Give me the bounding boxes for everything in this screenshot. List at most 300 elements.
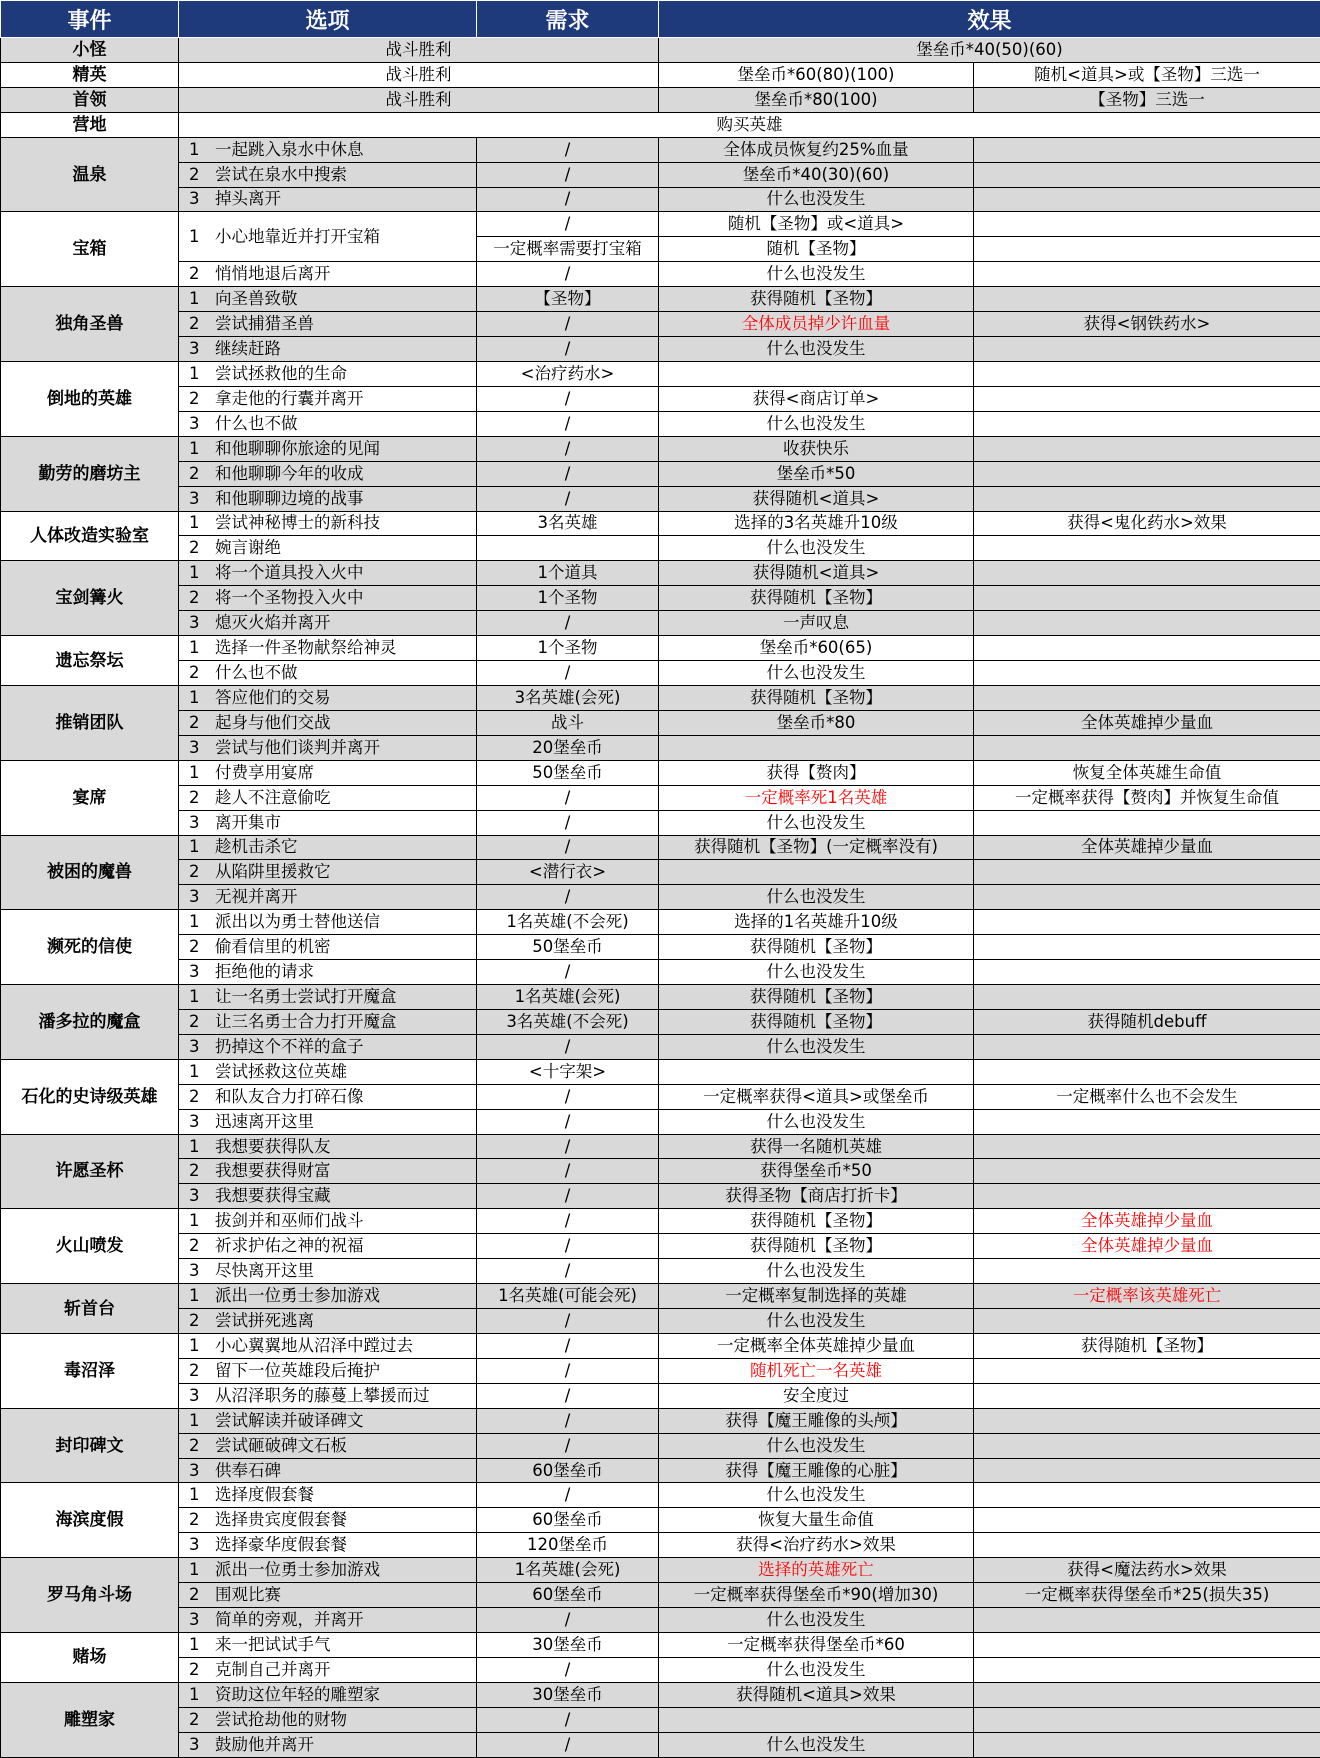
option-cell bbox=[179, 212, 477, 262]
effect-cell: 什么也没发生 bbox=[659, 1309, 974, 1334]
option-text: 资助这位年轻的雕塑家 bbox=[215, 1685, 380, 1704]
effect-extra-cell bbox=[974, 1184, 1320, 1209]
requirement-cell: / bbox=[477, 1732, 659, 1757]
requirement-cell: / bbox=[477, 1608, 659, 1633]
effect-extra-cell: 随机<道具>或【圣物】三选一 bbox=[974, 62, 1320, 87]
effect-extra-cell: 全体英雄掉少量血 bbox=[974, 1234, 1320, 1259]
event-name: 火山喷发 bbox=[1, 1209, 179, 1284]
effect-cell: 一定概率获得<道具>或堡垒币 bbox=[659, 1084, 974, 1109]
requirement-cell: / bbox=[477, 1109, 659, 1134]
option-text: 一起跳入泉水中休息 bbox=[215, 140, 364, 159]
option-merged-cell: 战斗胜利 bbox=[179, 38, 659, 63]
option-number: 3 bbox=[189, 612, 215, 634]
option-cell bbox=[179, 1333, 477, 1358]
requirement-cell: 30堡垒币 bbox=[477, 1633, 659, 1658]
table-row bbox=[1, 611, 1320, 636]
effect-extra-cell bbox=[974, 685, 1320, 710]
table-row bbox=[1, 187, 1320, 212]
effect-extra-cell bbox=[974, 486, 1320, 511]
option-cell bbox=[179, 511, 477, 536]
effect-cell: 堡垒币*40(30)(60) bbox=[659, 162, 974, 187]
table-row bbox=[1, 810, 1320, 835]
effect-extra-cell bbox=[974, 636, 1320, 661]
table-row bbox=[1, 1583, 1320, 1608]
requirement-cell: / bbox=[477, 611, 659, 636]
effect-extra-cell: 一定概率获得堡垒币*25(损失35) bbox=[974, 1583, 1320, 1608]
effect-cell: 全体成员恢复约25%血量 bbox=[659, 137, 974, 162]
option-text: 什么也不做 bbox=[215, 663, 298, 682]
requirement-cell: / bbox=[477, 386, 659, 411]
option-text: 尝试捕猎圣兽 bbox=[215, 314, 314, 333]
effect-extra-cell bbox=[974, 1657, 1320, 1682]
option-cell bbox=[179, 1707, 477, 1732]
effect-extra-cell: 全体英雄掉少量血 bbox=[974, 1209, 1320, 1234]
table-row bbox=[1, 536, 1320, 561]
option-text: 离开集市 bbox=[215, 813, 281, 832]
requirement-cell: / bbox=[477, 461, 659, 486]
effect-extra-cell bbox=[974, 1109, 1320, 1134]
requirement-cell: / bbox=[477, 212, 659, 237]
effect-extra-cell: 一定概率该英雄死亡 bbox=[974, 1284, 1320, 1309]
option-number: 3 bbox=[189, 338, 215, 360]
effect-cell bbox=[659, 860, 974, 885]
effect-extra-cell bbox=[974, 1508, 1320, 1533]
table-row bbox=[1, 1209, 1320, 1234]
effect-extra-cell bbox=[974, 810, 1320, 835]
option-cell bbox=[179, 1583, 477, 1608]
effect-extra-cell bbox=[974, 1259, 1320, 1284]
option-number: 1 bbox=[189, 1634, 215, 1656]
table-row bbox=[1, 486, 1320, 511]
event-name: 被困的魔兽 bbox=[1, 835, 179, 910]
effect-cell: 安全度过 bbox=[659, 1383, 974, 1408]
option-cell bbox=[179, 536, 477, 561]
effect-extra-cell bbox=[974, 1707, 1320, 1732]
effect-extra-cell: 【圣物】三选一 bbox=[974, 87, 1320, 112]
effect-cell: 什么也没发生 bbox=[659, 1483, 974, 1508]
option-text: 掉头离开 bbox=[215, 189, 281, 208]
effect-cell: 获得随机【圣物】 bbox=[659, 1209, 974, 1234]
option-number: 2 bbox=[189, 388, 215, 410]
requirement-cell: / bbox=[477, 1309, 659, 1334]
event-name: 宴席 bbox=[1, 760, 179, 835]
header-row bbox=[1, 1, 1320, 38]
effect-cell: 堡垒币*50 bbox=[659, 461, 974, 486]
table-row bbox=[1, 661, 1320, 686]
requirement-cell: <潜行衣> bbox=[477, 860, 659, 885]
effect-extra-cell bbox=[974, 1433, 1320, 1458]
requirement-cell: 1个圣物 bbox=[477, 586, 659, 611]
option-cell bbox=[179, 636, 477, 661]
option-text: 悄悄地退后离开 bbox=[215, 264, 331, 283]
effect-extra-cell bbox=[974, 137, 1320, 162]
option-text: 从陷阱里援救它 bbox=[215, 862, 331, 881]
option-number: 1 bbox=[189, 836, 215, 858]
option-cell bbox=[179, 685, 477, 710]
option-text: 将一个圣物投入火中 bbox=[215, 588, 364, 607]
option-text: 偷看信里的机密 bbox=[215, 937, 331, 956]
table-row bbox=[1, 860, 1320, 885]
option-text: 拔剑并和巫师们战斗 bbox=[215, 1211, 364, 1230]
option-text: 小心翼翼地从沼泽中蹚过去 bbox=[215, 1336, 413, 1355]
effect-cell: 获得随机【圣物】 bbox=[659, 586, 974, 611]
option-text: 和他聊聊你旅途的见闻 bbox=[215, 439, 380, 458]
option-text: 选择度假套餐 bbox=[215, 1485, 314, 1504]
event-name: 封印碑文 bbox=[1, 1408, 179, 1483]
option-text: 尝试神秘博士的新科技 bbox=[215, 513, 380, 532]
option-text: 拒绝他的请求 bbox=[215, 962, 314, 981]
effect-cell: 什么也没发生 bbox=[659, 1657, 974, 1682]
requirement-cell: / bbox=[477, 162, 659, 187]
effect-extra-cell bbox=[974, 1533, 1320, 1558]
table-row bbox=[1, 1533, 1320, 1558]
effect-extra-cell bbox=[974, 337, 1320, 362]
requirement-cell: / bbox=[477, 187, 659, 212]
effect-cell: 获得随机【圣物】 bbox=[659, 935, 974, 960]
effect-extra-cell bbox=[974, 262, 1320, 287]
requirement-cell: 【圣物】 bbox=[477, 287, 659, 312]
table-body bbox=[1, 38, 1320, 1758]
effect-cell: 获得随机【圣物】 bbox=[659, 1009, 974, 1034]
requirement-cell: / bbox=[477, 1134, 659, 1159]
option-number: 1 bbox=[189, 1285, 215, 1307]
requirement-cell: 一定概率需要打宝箱 bbox=[477, 237, 659, 262]
effect-cell: 什么也没发生 bbox=[659, 1259, 974, 1284]
option-text: 婉言谢绝 bbox=[215, 538, 281, 557]
option-number: 1 bbox=[189, 363, 215, 385]
requirement-cell: 1名英雄(可能会死) bbox=[477, 1284, 659, 1309]
requirement-cell: 1名英雄(会死) bbox=[477, 985, 659, 1010]
table-row bbox=[1, 212, 1320, 237]
effect-cell bbox=[659, 361, 974, 386]
effect-cell: 什么也没发生 bbox=[659, 661, 974, 686]
requirement-cell: 3名英雄(会死) bbox=[477, 685, 659, 710]
option-number: 2 bbox=[189, 313, 215, 335]
option-text: 选择豪华度假套餐 bbox=[215, 1535, 347, 1554]
option-cell bbox=[179, 1034, 477, 1059]
requirement-cell: / bbox=[477, 337, 659, 362]
effect-extra-cell bbox=[974, 1134, 1320, 1159]
option-number: 1 bbox=[189, 1335, 215, 1357]
effect-extra-cell bbox=[974, 985, 1320, 1010]
option-number: 3 bbox=[189, 1534, 215, 1556]
effect-cell: 什么也没发生 bbox=[659, 1608, 974, 1633]
requirement-cell: / bbox=[477, 1657, 659, 1682]
effect-extra-cell: 一定概率什么也不会发生 bbox=[974, 1084, 1320, 1109]
effect-extra-cell bbox=[974, 885, 1320, 910]
requirement-cell: / bbox=[477, 1383, 659, 1408]
option-cell bbox=[179, 661, 477, 686]
option-text: 趁人不注意偷吃 bbox=[215, 788, 331, 807]
effect-cell: 获得堡垒币*50 bbox=[659, 1159, 974, 1184]
option-cell bbox=[179, 1608, 477, 1633]
option-number: 2 bbox=[189, 164, 215, 186]
option-number: 2 bbox=[189, 1011, 215, 1033]
header-requirement: 需求 bbox=[477, 1, 659, 38]
option-number: 2 bbox=[189, 1509, 215, 1531]
effect-cell: 获得随机【圣物】 bbox=[659, 685, 974, 710]
effect-cell: 选择的1名英雄升10级 bbox=[659, 910, 974, 935]
option-cell bbox=[179, 710, 477, 735]
effect-cell: 一定概率全体英雄掉少量血 bbox=[659, 1333, 974, 1358]
effect-cell: 收获快乐 bbox=[659, 436, 974, 461]
table-row bbox=[1, 910, 1320, 935]
option-number: 1 bbox=[189, 288, 215, 310]
requirement-cell: / bbox=[477, 1333, 659, 1358]
effect-extra-cell bbox=[974, 586, 1320, 611]
effect-cell: 什么也没发生 bbox=[659, 1732, 974, 1757]
option-number: 1 bbox=[189, 438, 215, 460]
option-number: 1 bbox=[189, 911, 215, 933]
option-number: 2 bbox=[189, 1086, 215, 1108]
effect-extra-cell bbox=[974, 1608, 1320, 1633]
effect-cell: 获得<治疗药水>效果 bbox=[659, 1533, 974, 1558]
option-cell bbox=[179, 1732, 477, 1757]
option-number: 1 bbox=[189, 1684, 215, 1706]
event-name: 海滨度假 bbox=[1, 1483, 179, 1558]
effect-cell: 什么也没发生 bbox=[659, 885, 974, 910]
event-name: 潘多拉的魔盒 bbox=[1, 985, 179, 1060]
option-text: 选择一件圣物献祭给神灵 bbox=[215, 638, 397, 657]
option-cell bbox=[179, 1657, 477, 1682]
event-name: 精英 bbox=[1, 62, 179, 87]
effect-extra-cell bbox=[974, 1059, 1320, 1084]
option-number: 2 bbox=[189, 712, 215, 734]
option-text: 拿走他的行囊并离开 bbox=[215, 389, 364, 408]
requirement-cell: / bbox=[477, 436, 659, 461]
effect-extra-cell bbox=[974, 735, 1320, 760]
option-cell bbox=[179, 1433, 477, 1458]
effect-extra-cell bbox=[974, 1159, 1320, 1184]
effect-cell: 什么也没发生 bbox=[659, 810, 974, 835]
effect-cell: 一定概率复制选择的英雄 bbox=[659, 1284, 974, 1309]
effect-cell: 全体成员掉少许血量 bbox=[659, 312, 974, 337]
option-number: 1 bbox=[189, 1061, 215, 1083]
option-text: 将一个道具投入火中 bbox=[215, 563, 364, 582]
option-number: 1 bbox=[189, 637, 215, 659]
effect-extra-cell bbox=[974, 536, 1320, 561]
table-row bbox=[1, 1358, 1320, 1383]
option-text: 尝试拯救他的生命 bbox=[215, 364, 347, 383]
header-event: 事件 bbox=[1, 1, 179, 38]
event-name: 首领 bbox=[1, 87, 179, 112]
requirement-cell: / bbox=[477, 411, 659, 436]
requirement-cell: 3名英雄 bbox=[477, 511, 659, 536]
effect-cell: 什么也没发生 bbox=[659, 411, 974, 436]
option-number: 1 bbox=[189, 562, 215, 584]
effect-extra-cell bbox=[974, 187, 1320, 212]
requirement-cell: / bbox=[477, 1184, 659, 1209]
option-cell bbox=[179, 1309, 477, 1334]
effect-cell: 获得圣物【商店打折卡】 bbox=[659, 1184, 974, 1209]
option-number: 2 bbox=[189, 537, 215, 559]
option-number: 2 bbox=[189, 1709, 215, 1731]
table-row bbox=[1, 386, 1320, 411]
effect-extra-cell: 恢复全体英雄生命值 bbox=[974, 760, 1320, 785]
effect-extra-cell bbox=[974, 162, 1320, 187]
requirement-cell: / bbox=[477, 885, 659, 910]
option-number: 2 bbox=[189, 1360, 215, 1382]
effect-merged-cell: 堡垒币*40(50)(60) bbox=[659, 38, 1320, 63]
requirement-cell: / bbox=[477, 1358, 659, 1383]
table-row bbox=[1, 1483, 1320, 1508]
effect-extra-cell bbox=[974, 611, 1320, 636]
effect-extra-cell bbox=[974, 1383, 1320, 1408]
table-row bbox=[1, 636, 1320, 661]
requirement-cell: 60堡垒币 bbox=[477, 1583, 659, 1608]
option-cell bbox=[179, 436, 477, 461]
event-name: 毒沼泽 bbox=[1, 1333, 179, 1408]
event-name: 勤劳的磨坊主 bbox=[1, 436, 179, 511]
table-row bbox=[1, 1608, 1320, 1633]
option-number: 1 bbox=[189, 1210, 215, 1232]
effect-cell: 获得【赘肉】 bbox=[659, 760, 974, 785]
option-text: 趁机击杀它 bbox=[215, 837, 298, 856]
effect-extra-cell bbox=[974, 237, 1320, 262]
option-cell bbox=[179, 611, 477, 636]
option-number: 1 bbox=[189, 687, 215, 709]
option-text: 和他聊聊今年的收成 bbox=[215, 464, 364, 483]
event-name: 雕塑家 bbox=[1, 1682, 179, 1757]
option-number: 2 bbox=[189, 1235, 215, 1257]
option-cell bbox=[179, 1209, 477, 1234]
table-row bbox=[1, 710, 1320, 735]
option-cell bbox=[179, 735, 477, 760]
effect-cell: 什么也没发生 bbox=[659, 1034, 974, 1059]
event-name: 罗马角斗场 bbox=[1, 1558, 179, 1633]
effect-extra-cell bbox=[974, 361, 1320, 386]
option-text: 让三名勇士合力打开魔盒 bbox=[215, 1012, 397, 1031]
option-number: 3 bbox=[189, 886, 215, 908]
option-number: 3 bbox=[189, 1260, 215, 1282]
event-name: 温泉 bbox=[1, 137, 179, 212]
option-number: 2 bbox=[189, 1435, 215, 1457]
effect-cell: 堡垒币*60(65) bbox=[659, 636, 974, 661]
effect-cell: 什么也没发生 bbox=[659, 1433, 974, 1458]
effect-cell: 堡垒币*60(80)(100) bbox=[659, 62, 974, 87]
effect-extra-cell bbox=[974, 212, 1320, 237]
requirement-cell: / bbox=[477, 1084, 659, 1109]
table-row bbox=[1, 1109, 1320, 1134]
option-number: 3 bbox=[189, 1111, 215, 1133]
effect-extra-cell bbox=[974, 1358, 1320, 1383]
table-row bbox=[1, 1009, 1320, 1034]
merged-cell: 购买英雄 bbox=[179, 112, 1320, 137]
option-text: 和他聊聊边境的战事 bbox=[215, 489, 364, 508]
option-text: 付费享用宴席 bbox=[215, 763, 314, 782]
effect-extra-cell bbox=[974, 386, 1320, 411]
effect-extra-cell: 获得随机【圣物】 bbox=[974, 1333, 1320, 1358]
table-row bbox=[1, 1383, 1320, 1408]
event-name: 石化的史诗级英雄 bbox=[1, 1059, 179, 1134]
event-name: 小怪 bbox=[1, 38, 179, 63]
requirement-cell: / bbox=[477, 262, 659, 287]
effect-extra-cell bbox=[974, 411, 1320, 436]
table-row bbox=[1, 312, 1320, 337]
table-row bbox=[1, 262, 1320, 287]
option-text: 什么也不做 bbox=[215, 414, 298, 433]
effect-extra-cell bbox=[974, 461, 1320, 486]
option-cell bbox=[179, 1458, 477, 1483]
option-cell bbox=[179, 1009, 477, 1034]
option-text: 鼓励他并离开 bbox=[215, 1735, 314, 1754]
option-cell bbox=[179, 486, 477, 511]
table-row bbox=[1, 1159, 1320, 1184]
table-row bbox=[1, 1682, 1320, 1707]
requirement-cell: / bbox=[477, 1259, 659, 1284]
option-text: 向圣兽致敬 bbox=[215, 289, 298, 308]
event-name: 宝剑篝火 bbox=[1, 561, 179, 636]
header-option: 选项 bbox=[179, 1, 477, 38]
option-number: 2 bbox=[189, 1584, 215, 1606]
option-cell bbox=[179, 1358, 477, 1383]
option-text: 尝试拼死逃离 bbox=[215, 1311, 314, 1330]
effect-extra-cell: 获得<钢铁药水> bbox=[974, 312, 1320, 337]
table-row bbox=[1, 337, 1320, 362]
table-row bbox=[1, 162, 1320, 187]
option-text: 来一把试试手气 bbox=[215, 1635, 331, 1654]
requirement-cell bbox=[477, 536, 659, 561]
option-text: 和队友合力打碎石像 bbox=[215, 1087, 364, 1106]
table-row bbox=[1, 735, 1320, 760]
option-cell bbox=[179, 287, 477, 312]
effect-cell: 堡垒币*80 bbox=[659, 710, 974, 735]
option-cell bbox=[179, 361, 477, 386]
option-number: 1 bbox=[189, 1136, 215, 1158]
header-effect: 效果 bbox=[659, 1, 1320, 38]
option-cell bbox=[179, 1558, 477, 1583]
option-cell bbox=[179, 312, 477, 337]
table-row bbox=[1, 1234, 1320, 1259]
option-number: 3 bbox=[189, 1385, 215, 1407]
effect-cell bbox=[659, 1059, 974, 1084]
requirement-cell: / bbox=[477, 1707, 659, 1732]
option-cell bbox=[179, 386, 477, 411]
requirement-cell: 120堡垒币 bbox=[477, 1533, 659, 1558]
table-row bbox=[1, 1284, 1320, 1309]
table-row bbox=[1, 1184, 1320, 1209]
option-text: 我想要获得宝藏 bbox=[215, 1186, 331, 1205]
option-cell bbox=[179, 162, 477, 187]
requirement-cell: 50堡垒币 bbox=[477, 760, 659, 785]
table-row bbox=[1, 985, 1320, 1010]
table-row bbox=[1, 1333, 1320, 1358]
effect-cell bbox=[659, 735, 974, 760]
effect-extra-cell bbox=[974, 1034, 1320, 1059]
option-number: 2 bbox=[189, 787, 215, 809]
requirement-cell: / bbox=[477, 1159, 659, 1184]
option-cell bbox=[179, 1109, 477, 1134]
requirement-cell: 1名英雄(不会死) bbox=[477, 910, 659, 935]
table-row bbox=[1, 361, 1320, 386]
requirement-cell: 1个道具 bbox=[477, 561, 659, 586]
effect-cell: 一定概率获得堡垒币*60 bbox=[659, 1633, 974, 1658]
effect-cell: 获得随机【圣物】 bbox=[659, 985, 974, 1010]
option-text: 让一名勇士尝试打开魔盒 bbox=[215, 987, 397, 1006]
option-text: 熄灭火焰并离开 bbox=[215, 613, 331, 632]
option-cell bbox=[179, 1184, 477, 1209]
option-number: 3 bbox=[189, 737, 215, 759]
requirement-cell: <十字架> bbox=[477, 1059, 659, 1084]
effect-cell: 恢复大量生命值 bbox=[659, 1508, 974, 1533]
effect-cell: 获得随机【圣物】(一定概率没有) bbox=[659, 835, 974, 860]
table-row bbox=[1, 586, 1320, 611]
option-text: 我想要获得队友 bbox=[215, 1137, 331, 1156]
effect-extra-cell bbox=[974, 661, 1320, 686]
effect-cell: 随机【圣物】 bbox=[659, 237, 974, 262]
option-cell bbox=[179, 1284, 477, 1309]
option-text: 供奉石碑 bbox=[215, 1461, 281, 1480]
